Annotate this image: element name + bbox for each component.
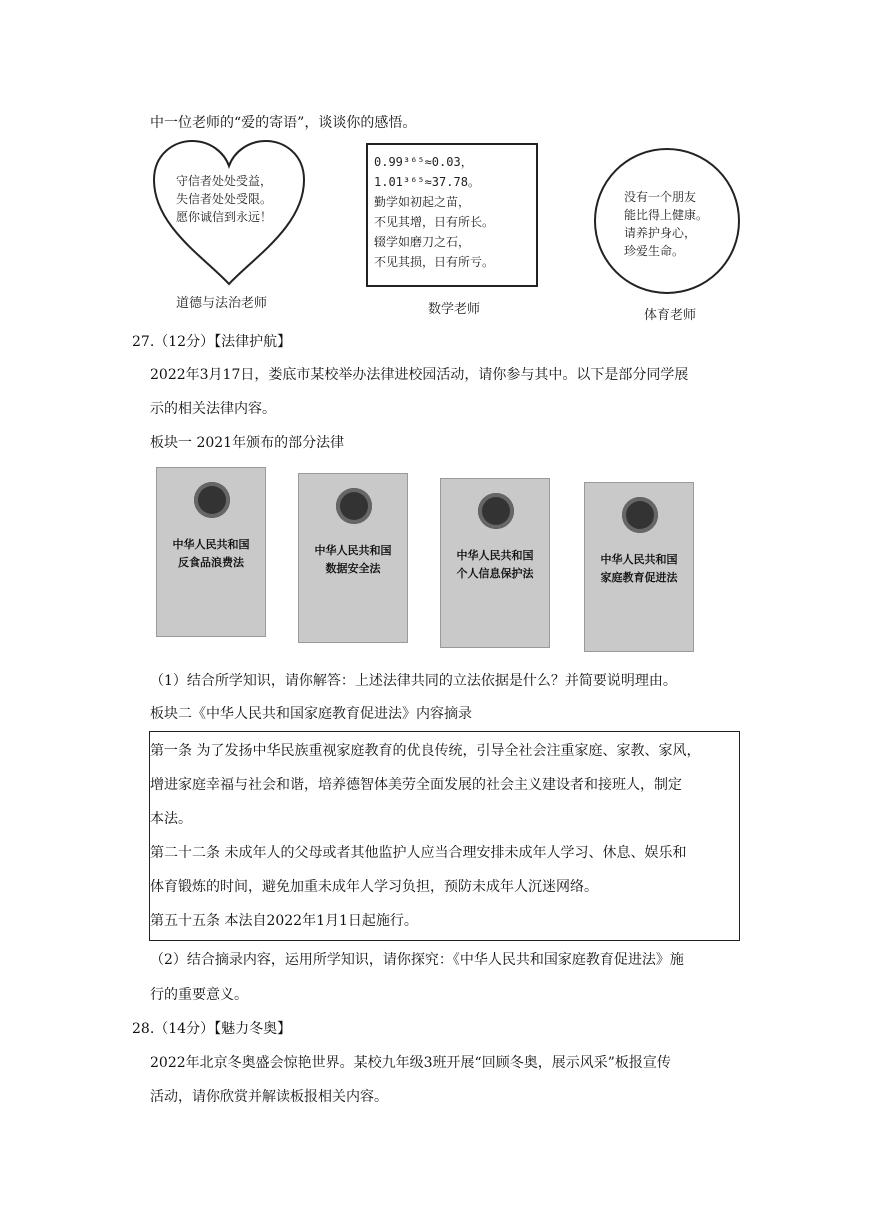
pe-teacher-caption: 体育老师 xyxy=(644,308,697,323)
law-book-title-line-1: 中华人民共和国 xyxy=(172,538,250,551)
law-book-title xyxy=(157,536,265,572)
law-book-title xyxy=(299,542,407,578)
excerpt-line-5: 体育锻炼的时间，避免加重未成年人学习负担，预防未成年人沉迷网络。 xyxy=(150,879,598,895)
block1-label: 板块一 2021年颁布的部分法律 xyxy=(150,435,345,451)
law-book-data-security xyxy=(298,473,408,643)
pe-line-3: 请养护身心， xyxy=(624,226,697,240)
math-line-1: 0.99³⁶⁵≈0.03， xyxy=(374,155,473,169)
math-line-5: 辍学如磨刀之石， xyxy=(374,235,471,249)
block2-label: 板块二《中华人民共和国家庭教育促进法》内容摘录 xyxy=(150,706,472,722)
law-book-title-line-1: 中华人民共和国 xyxy=(456,549,534,562)
law-book-title-line-1: 中华人民共和国 xyxy=(600,553,678,566)
pe-line-1: 没有一个朋友 xyxy=(624,190,697,204)
law-book-food-waste xyxy=(156,467,266,637)
excerpt-line-1: 第一条 为了发扬中华民族重视家庭教育的优良传统，引导全社会注重家庭、家教、家风， xyxy=(150,743,701,759)
intro-line: 中一位老师的“爱的寄语”，谈谈你的感悟。 xyxy=(150,115,417,131)
math-teacher-caption: 数学老师 xyxy=(428,302,481,317)
q27-intro-line-1: 2022年3月17日，娄底市某校举办法律进校园活动，请你参与其中。以下是部分同学展 xyxy=(150,367,689,383)
excerpt-line-4: 第二十二条 未成年人的父母或者其他监护人应当合理安排未成年人学习、休息、娱乐和 xyxy=(150,845,687,861)
heart-line-1: 守信者处处受益， xyxy=(176,174,273,188)
national-emblem-icon xyxy=(622,497,658,533)
law-excerpt-box xyxy=(149,731,740,941)
q27-sub-question-2-line-1: （2）结合摘录内容，运用所学知识，请你探究：《中华人民共和国家庭教育促进法》施 xyxy=(150,952,684,968)
national-emblem-icon xyxy=(478,493,514,529)
national-emblem-icon xyxy=(336,488,372,524)
math-line-6: 不见其损，日有所亏。 xyxy=(374,255,495,269)
q27-header: 27.（12分）【法律护航】 xyxy=(132,334,292,350)
q28-line-1: 2022年北京冬奥盛会惊艳世界。某校九年级3班开展“回顾冬奥，展示风采”板报宣传 xyxy=(150,1055,671,1071)
pe-card xyxy=(594,148,740,294)
excerpt-line-2: 增进家庭幸福与社会和谐，培养德智体美劳全面发展的社会主义建设者和接班人，制定 xyxy=(150,777,682,793)
law-book-title-line-2: 个人信息保护法 xyxy=(456,567,534,580)
national-emblem-icon xyxy=(194,482,230,518)
law-book-title xyxy=(441,547,549,583)
law-book-title-line-1: 中华人民共和国 xyxy=(314,544,392,557)
law-book-title xyxy=(585,551,693,587)
math-card xyxy=(366,143,538,287)
pe-line-4: 珍爱生命。 xyxy=(624,244,685,258)
law-book-title-line-2: 家庭教育促进法 xyxy=(600,571,678,584)
moral-teacher-caption: 道德与法治老师 xyxy=(176,296,268,311)
math-line-4: 不见其增，日有所长。 xyxy=(374,215,495,229)
heart-line-3: 愿你诚信到永远！ xyxy=(176,210,273,224)
law-book-family-education xyxy=(584,482,694,652)
q27-intro-line-2: 示的相关法律内容。 xyxy=(150,401,276,417)
excerpt-line-3: 本法。 xyxy=(150,811,192,827)
q28-header: 28.（14分）【魅力冬奥】 xyxy=(132,1021,292,1037)
q27-sub-question-1: （1）结合所学知识，请你解答：上述法律共同的立法依据是什么？并简要说明理由。 xyxy=(150,673,677,689)
law-book-title-line-2: 反食品浪费法 xyxy=(178,556,244,569)
pe-line-2: 能比得上健康。 xyxy=(624,208,709,222)
law-book-personal-info xyxy=(440,478,550,648)
law-book-title-line-2: 数据安全法 xyxy=(325,562,381,575)
excerpt-line-6: 第五十五条 本法自2022年1月1日起施行。 xyxy=(150,913,418,929)
q27-sub-question-2-line-2: 行的重要意义。 xyxy=(150,987,248,1003)
math-line-2: 1.01³⁶⁵≈37.78。 xyxy=(374,175,480,189)
heart-line-2: 失信者处处受限。 xyxy=(176,192,273,206)
heart-card xyxy=(150,138,308,288)
q28-line-2: 活动，请你欣赏并解读板报相关内容。 xyxy=(150,1089,388,1105)
math-line-3: 勤学如初起之苗， xyxy=(374,195,471,209)
